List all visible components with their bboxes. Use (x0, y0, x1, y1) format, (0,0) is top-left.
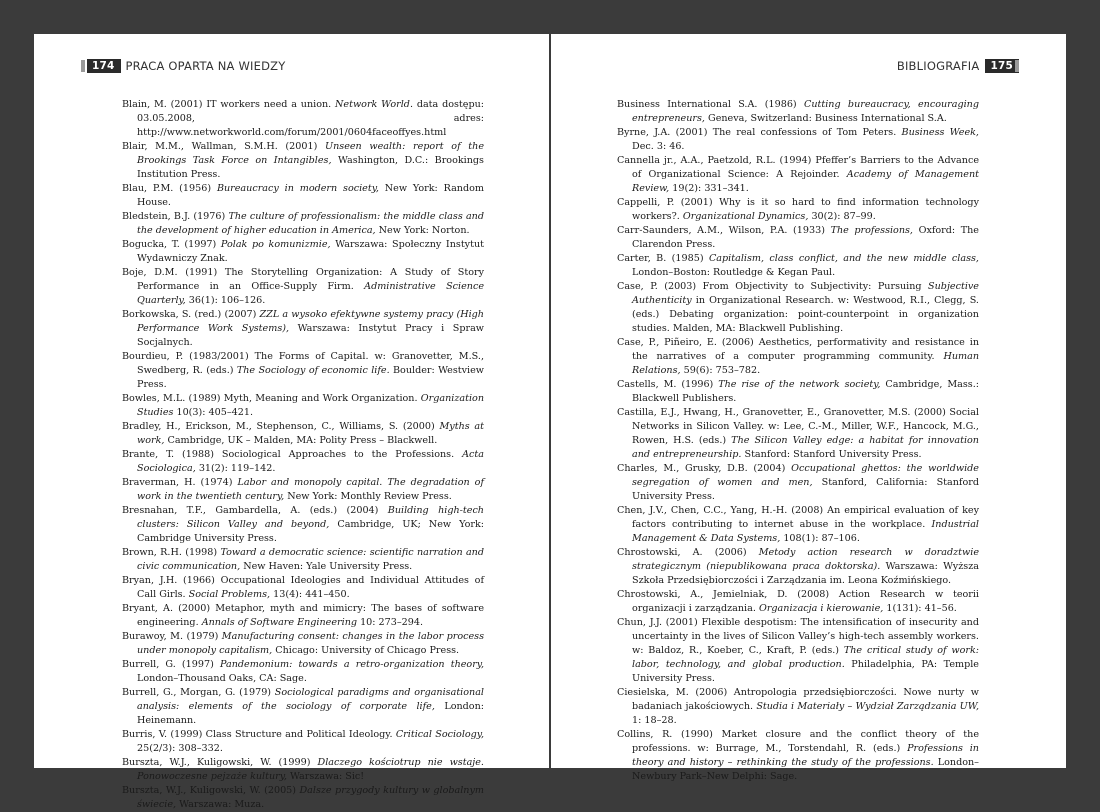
entry-text: Bradley, H., Erickson, M., Stephenson, C., Williams, S. (2000) (122, 421, 440, 432)
bibliography-entry (122, 238, 484, 266)
entry-title: Capitalism, class conflict, and the new middle class, (708, 253, 979, 264)
entry-publisher: 10: 273–294. (357, 617, 424, 628)
bibliography-entry (617, 98, 979, 126)
entry-title: Polak po komunizmie, (220, 239, 331, 250)
bibliography-entry (122, 476, 484, 504)
entry-publisher: Warszawa: Społeczny Instytut Wydawniczy Znak. (137, 239, 484, 264)
bibliography-list (617, 98, 979, 784)
bibliography-entry (122, 350, 484, 392)
bibliography-entry (122, 686, 484, 728)
entry-title: Subjective Authenticity (632, 281, 979, 306)
entry-text: Burawoy, M. (1979) (122, 631, 222, 642)
entry-publisher: . data dostępu: 03.05.2008, adres: http://www.networkworld.com/forum/2001/0604faceoffyes.html (137, 99, 484, 138)
entry-title: Bureaucracy in modern society, (216, 183, 379, 194)
entry-title: Myths at work, (137, 421, 484, 446)
entry-title: Dalsze przygody kultury w globalnym świecie, (137, 785, 484, 810)
entry-text: Bryant, A. (2000) Metaphor, myth and mimicry: The bases of software engineering. (122, 603, 484, 628)
entry-title: Metody action research w doradztwie strategicznym (niepublikowana praca doktorska). (632, 547, 979, 572)
running-header-right (897, 58, 1019, 74)
bibliography-entry (122, 420, 484, 448)
entry-text: Ciesielska, M. (2006) Antropologia przedsiębiorczości. Nowe nurty w badaniach jakościowych. (617, 687, 979, 712)
entry-title: Industrial Management & Data Systems, (632, 519, 979, 544)
entry-publisher: Stanford, California: Stanford University Press. (632, 477, 979, 502)
entry-text: Boje, D.M. (1991) The Storytelling Organization: A Study of Story Performance in an Office-Supply Firm. (122, 267, 484, 292)
entry-text: Chun, J.J. (2001) Flexible despotism: The intensification of insecurity and uncertainty in the lives of Silicon Valley’s high-tech assembly workers. w: Baldoz, R., Koeber, C., Kraft, P. (eds.) (617, 617, 979, 656)
entry-publisher: Geneva, Switzerland: Business International S.A. (704, 113, 947, 124)
entry-title: Labor and monopoly capital. The degradation of work in the twentieth century, (137, 477, 484, 502)
bibliography-entry (617, 406, 979, 462)
entry-title: Critical Sociology, (395, 729, 485, 740)
bibliography-entry (617, 546, 979, 588)
bibliography-entry (122, 728, 484, 756)
entry-title: Human Relations, (632, 351, 979, 376)
entry-publisher: New York: Random House. (137, 183, 484, 208)
entry-publisher: 108(1): 87–106. (780, 533, 860, 544)
entry-text: Burrell, G., Morgan, G. (1979) (122, 687, 275, 698)
entry-title: The culture of professionalism: the middle class and the development of higher education in America, (137, 211, 484, 236)
entry-publisher: 1(131): 41–56. (883, 603, 957, 614)
entry-publisher: Boulder: Westview Press. (137, 365, 484, 390)
bibliography-entry (617, 686, 979, 728)
bibliography-entry (617, 616, 979, 686)
entry-text: Castilla, E.J., Hwang, H., Granovetter, E., Granovetter, M.S. (2000) Social Networks in Silicon Valley. w: Lee, C.-M., Miller, W.F., Hancock, M.G., Rowen, H.S. (eds.) (617, 407, 979, 446)
entry-title: The professions, (830, 225, 913, 236)
entry-title: Pandemonium: towards a retro-organization theory, (219, 659, 484, 670)
bibliography-entry (617, 378, 979, 406)
bibliography-entry (122, 308, 484, 350)
entry-title: The Sociology of economic life. (236, 365, 390, 376)
entry-publisher: Cambridge, UK – Malden, MA: Polity Press – Blackwell. (164, 435, 438, 446)
entry-publisher: 59(6): 753–782. (680, 365, 761, 376)
entry-text: Byrne, J.A. (2001) The real confessions of Tom Peters. (617, 127, 902, 138)
bibliography-entry (617, 224, 979, 252)
entry-publisher: 36(1): 106–126. (185, 295, 266, 306)
entry-publisher: 10(3): 405–421. (173, 407, 254, 418)
entry-title: The Silicon Valley edge: a habitat for innovation and entrepreneurship. (632, 435, 979, 460)
entry-title: Building high-tech clusters: Silicon Valley and beyond, (137, 505, 484, 530)
bibliography-entry (122, 756, 484, 784)
bibliography-entry (122, 784, 484, 812)
entry-title: Organizacja i kierowanie, (758, 603, 884, 614)
entry-publisher: London: Heinemann. (137, 701, 484, 726)
entry-publisher: 30(2): 87–99. (808, 211, 876, 222)
entry-publisher: 1: 18–28. (632, 715, 677, 726)
entry-publisher: Washington, D.C.: Brookings Institution Press. (137, 155, 484, 180)
page-number: 175 (985, 59, 1019, 73)
entry-publisher: New Haven: Yale University Press. (240, 561, 413, 572)
entry-text: Braverman, H. (1974) (122, 477, 238, 488)
bibliography-entry (122, 392, 484, 420)
bibliography-entry (122, 630, 484, 658)
entry-publisher: New York: Norton. (375, 225, 470, 236)
bibliography-entry (617, 728, 979, 784)
running-header-left (81, 58, 285, 74)
entry-title: The rise of the network society, (718, 379, 881, 390)
entry-publisher: New York: Monthly Review Press. (284, 491, 452, 502)
bibliography-entry (122, 602, 484, 630)
bibliography-entry (617, 196, 979, 224)
entry-title: Sociological paradigms and organisational analysis: elements of the sociology of corporate life, (137, 687, 484, 712)
entry-publisher: Cambridge, Mass.: Blackwell Publishers. (632, 379, 979, 404)
entry-publisher: Cambridge, UK; New York: Cambridge University Press. (137, 519, 485, 544)
bibliography-list (122, 98, 484, 812)
entry-publisher: Stanford: Stanford University Press. (741, 449, 922, 460)
entry-text: Burszta, W.J., Kuligowski, W. (2005) (122, 785, 300, 796)
entry-text: Charles, M., Grusky, D.B. (2004) (617, 463, 792, 474)
entry-publisher: London–Thousand Oaks, CA: Sage. (137, 673, 307, 684)
bibliography-entry (617, 336, 979, 378)
entry-text: Case, P. (2003) From Objectivity to Subjectivity: Pursuing (617, 281, 929, 292)
entry-text: Castells, M. (1996) (617, 379, 719, 390)
bibliography-entry (122, 210, 484, 238)
entry-publisher: Warszawa: Instytut Pracy i Spraw Socjalnych. (137, 323, 484, 348)
entry-title: ZZL a wysoko efektywne systemy pracy (High Performance Work Systems), (137, 309, 484, 334)
entry-text: Chrostowski, A., Jemielniak, D. (2008) Action Research w teorii organizacji i zarządzania. (617, 589, 979, 614)
entry-title: Network World (335, 99, 410, 110)
entry-publisher: Philadelphia, PA: Temple University Press. (632, 659, 979, 684)
entry-publisher: Chicago: University of Chicago Press. (272, 645, 460, 656)
entry-text: Blair, M.M., Wallman, S.M.H. (2001) (122, 141, 326, 152)
entry-text: Cappelli, P. (2001) Why is it so hard to find information technology workers?. (617, 197, 979, 222)
bibliography-entry (617, 280, 979, 336)
running-head-title: PRACA OPARTA NA WIEDZY (125, 59, 286, 73)
entry-title: Social Problems, (188, 589, 271, 600)
entry-text: Burszta, W.J., Kuligowski, W. (1999) (122, 757, 318, 768)
entry-publisher: London–Boston: Routledge & Kegan Paul. (632, 267, 836, 278)
entry-title: Annals of Software Engineering (201, 617, 358, 628)
entry-publisher: Dec. 3: 46. (632, 141, 685, 152)
entry-title: Professions in theory and history – rethinking the study of the professions. (632, 743, 979, 768)
bibliography-entry (122, 140, 484, 182)
entry-text: Blau, P.M. (1956) (122, 183, 217, 194)
page-tab-marker (1015, 60, 1019, 72)
entry-publisher: London–Newbury Park–New Delphi: Sage. (632, 757, 979, 782)
entry-title: Studia i Materiały – Wydział Zarządzania UW, (756, 701, 980, 712)
bibliography-entry (617, 504, 979, 546)
entry-publisher: 31(2): 119–142. (195, 463, 276, 474)
entry-publisher: 13(4): 441–450. (270, 589, 350, 600)
entry-title: Organization Studies (137, 393, 484, 418)
entry-publisher: Warszawa: Wyższa Szkoła Przedsiębiorczości i Zarządzania im. Leona Koźmińskiego. (632, 561, 979, 586)
entry-title: Toward a democratic science: scientific narration and civic communication, (137, 547, 485, 572)
entry-text: Bresnahan, T.F., Gambardella, A. (eds.) (2004) (122, 505, 388, 516)
entry-text: Bogucka, T. (1997) (122, 239, 221, 250)
entry-title: Manufacturing consent: changes in the labor process under monopoly capitalism, (137, 631, 484, 656)
entry-title: Cutting bureaucracy, encouraging entrepreneurs, (632, 99, 979, 124)
entry-text: Blain, M. (2001) IT workers need a union. (122, 99, 336, 110)
entry-text: Bledstein, B.J. (1976) (122, 211, 229, 222)
bibliography-entry (122, 658, 484, 686)
bibliography-entry (617, 154, 979, 196)
running-head-title: BIBLIOGRAFIA (896, 59, 980, 73)
bibliography-entry (122, 546, 484, 574)
entry-publisher: Oxford: The Clarendon Press. (632, 225, 979, 250)
entry-title: Occupational ghettos: the worldwide segregation of women and men, (632, 463, 979, 488)
entry-title: Unseen wealth: report of the Brookings Task Force on Intangibles, (137, 141, 484, 166)
bibliography-entry (617, 588, 979, 616)
entry-title: The critical study of work: labor, technology, and global production. (632, 645, 979, 670)
entry-publisher: Warszawa: Muza. (176, 799, 265, 810)
entry-text: Burrell, G. (1997) (122, 659, 220, 670)
bibliography-entry (617, 462, 979, 504)
bibliography-entry (122, 182, 484, 210)
entry-text: Business International S.A. (1986) (617, 99, 804, 110)
entry-text: Bryan, J.H. (1966) Occupational Ideologies and Individual Attitudes of Call Girls. (122, 575, 484, 600)
entry-title: Academy of Management Review, (632, 169, 979, 194)
entry-text: Chen, J.V., Chen, C.C., Yang, H.-H. (2008) An empirical evaluation of key factors contributing to internet abuse in the workplace. (617, 505, 979, 530)
entry-title: Organizational Dynamics, (682, 211, 809, 222)
entry-publisher: 19(2): 331–341. (669, 183, 749, 194)
entry-text: Brante, T. (1988) Sociological Approaches to the Professions. (122, 449, 463, 460)
entry-title: Dlaczego kościotrup nie wstaje. Ponowoczesne pejzaże kultury, (137, 757, 484, 782)
entry-text: Cannella jr., A.A., Paetzold, R.L. (1994) Pfeffer’s Barriers to the Advance of Organizational Science: A Rejoinder. (617, 155, 979, 180)
bibliography-entry (122, 266, 484, 308)
entry-title: Business Week, (901, 127, 979, 138)
entry-text: Collins, R. (1990) Market closure and the conflict theory of the professions. w: Burrage, M., Torstendahl, R. (eds.) (617, 729, 979, 754)
entry-text: Bowles, M.L. (1989) Myth, Meaning and Work Organization. (122, 393, 421, 404)
entry-publisher: Warszawa: Sic! (286, 771, 365, 782)
entry-publisher: in Organizational Research. w: Westwood, R.I., Clegg, S. (eds.) Debating organization: point-counterpoint in organization studies. Malden, MA: Blackwell Publishing. (632, 295, 979, 334)
right-page (551, 34, 1066, 782)
entry-text: Bourdieu, P. (1983/2001) The Forms of Capital. w: Granovetter, M.S., Swedberg, R. (eds.) (122, 351, 484, 376)
entry-title: Acta Sociologica, (137, 449, 484, 474)
entry-title: Administrative Science Quarterly, (137, 281, 484, 306)
entry-text: Carter, B. (1985) (617, 253, 709, 264)
left-page (34, 34, 549, 810)
entry-text: Case, P., Piñeiro, E. (2006) Aesthetics, performativity and resistance in the narratives of a computer programming community. (617, 337, 979, 362)
bibliography-entry (617, 126, 979, 154)
entry-text: Borkowska, S. (red.) (2007) (122, 309, 260, 320)
entry-text: Brown, R.H. (1998) (122, 547, 221, 558)
entry-text: Burris, V. (1999) Class Structure and Political Ideology. (122, 729, 396, 740)
entry-text: Carr-Saunders, A.M., Wilson, P.A. (1933) (617, 225, 831, 236)
bibliography-entry (617, 252, 979, 280)
page-number: 174 (87, 59, 121, 73)
bibliography-entry (122, 574, 484, 602)
bibliography-entry (122, 448, 484, 476)
entry-text: Chrostowski, A. (2006) (617, 547, 759, 558)
bibliography-entry (122, 98, 484, 140)
page-tab-marker (81, 60, 85, 72)
bibliography-entry (122, 504, 484, 546)
entry-publisher: 25(2/3): 308–332. (137, 743, 223, 754)
